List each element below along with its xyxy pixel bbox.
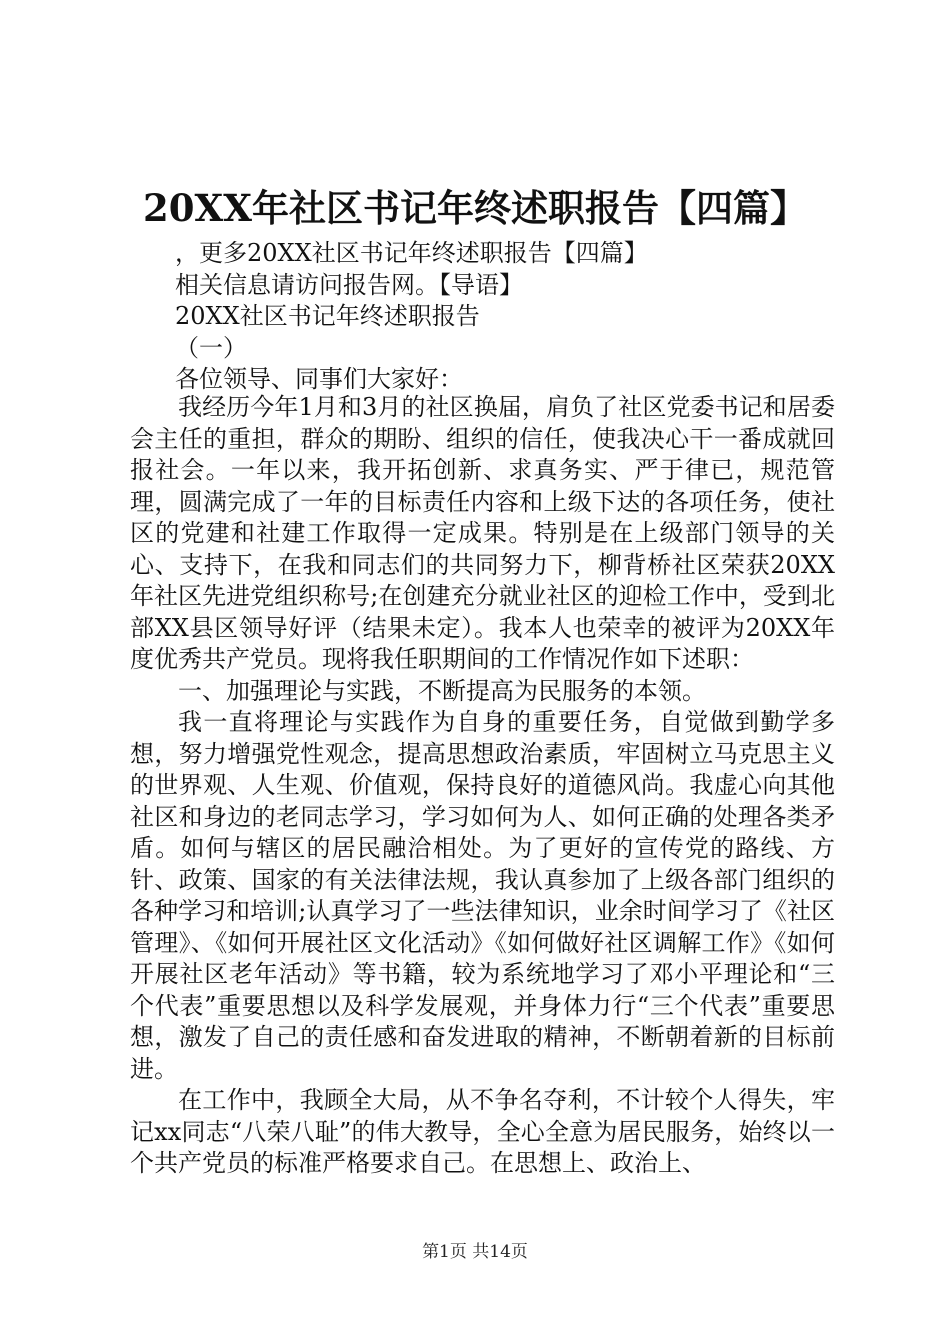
body-paragraph: 我经历今年1月和3月的社区换届，肩负了社区党委书记和居委会主任的重担，群众的期盼、组织的信任，使我决心干一番成就回报社会。一年以来，我开拓创新、求真务实、严于律已，规范管理，圆满完成了一年的目标责任内容和上级下达的各项任务，使社区的党建和社建工作取得一定成果。特别是在上级部门领导的关心、支持下，在我和同志们的共同努力下，柳背桥社区荣获20XX年社区先进党组织称号;在创建充分就业社区的迎检工作中，受到北部XX县区领导好评（结果未定）。我本人也荣幸的被评为20XX年度优秀共产党员。现将我任职期间的工作情况作如下述职： (130, 393, 835, 673)
intro-block (175, 238, 648, 396)
intro-line: 20XX社区书记年终述职报告 (175, 302, 480, 330)
document-title: 20XX年社区书记年终述职报告【四篇】 (143, 186, 807, 230)
intro-line: ，更多20XX社区书记年终述职报告【四篇】 (175, 239, 648, 267)
document-body (130, 392, 835, 1180)
greeting-line: 各位领导、同事们大家好： (175, 365, 463, 393)
intro-line: 相关信息请访问报告网。【导语】 (175, 270, 523, 299)
body-paragraph: 在工作中，我顾全大局，从不争名夺利，不计较个人得失，牢记xx同志“八荣八耻”的伟大教导，全心全意为居民服务，始终以一个共产党员的标准严格要求自己。在思想上、政治上、 (130, 1086, 835, 1177)
page-footer: 第1页 共14页 (422, 1242, 528, 1262)
section-heading: 一、加强理论与实践，不断提高为民服务的本领。 (178, 676, 706, 705)
intro-line: （一） (175, 333, 247, 362)
body-paragraph: 我一直将理论与实践作为自身的重要任务，自觉做到勤学多想，努力增强党性观念，提高思想政治素质，牢固树立马克思主义的世界观、人生观、价值观，保持良好的道德风尚。我虚心向其他社区和身边的老同志学习，学习如何为人、如何正确的处理各类矛盾。如何与辖区的居民融洽相处。为了更好的宣传党的路线、方针、政策、国家的有关法律法规，我认真参加了上级各部门组织的各种学习和培训;认真学习了一些法律知识，业余时间学习了《社区管理》、《如何开展社区文化活动》《如何做好社区调解工作》《如何开展社区老年活动》等书籍，较为系统地学习了邓小平理论和“三个代表”重要思想以及科学发展观，并身体力行“三个代表”重要思想，激发了自己的责任感和奋发进取的精神，不断朝着新的目标前进。 (130, 708, 835, 1083)
